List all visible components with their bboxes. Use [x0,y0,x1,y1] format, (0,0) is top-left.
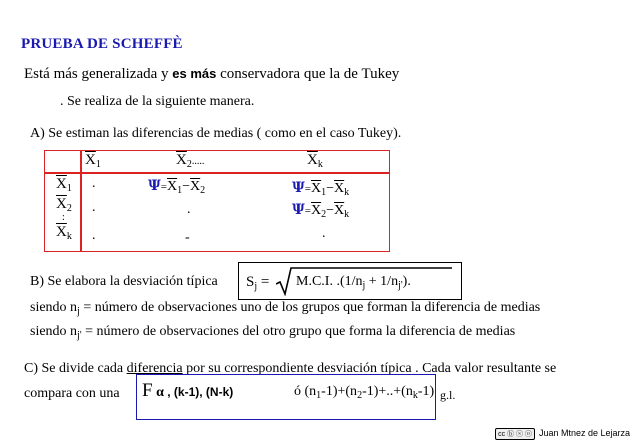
header-x2: $\overline{X}_2$..... [176,152,205,170]
author: Juan Mtnez de Lejarza [538,428,630,438]
intro-text-2: conservadora que la de Tukey [216,66,400,82]
footer-credit [495,428,630,440]
header-x1: $\overline{X}_1$ [85,152,101,170]
cell-2-1: . [92,200,96,215]
intro-line-2: . Se realiza de la siguiente manera. [60,94,255,109]
cell-2-2: . [187,202,191,217]
cc-license-icon: cc ⓑ ⓢ ⓞ [495,428,535,440]
page-title: PRUEBA DE SCHEFFÈ [21,36,183,52]
step-b: B) Se elabora la desviación típica [30,274,218,289]
step-a: A) Se estiman las diferencias de medias ( como en el caso Tukey). [30,126,402,141]
cell-1-k: $\Psi=\overline{X}_1-\overline{X}_k$ [292,180,350,198]
njp-definition: siendo $n_{j'}$ = número de observaciones del otro grupo que forma la diferencia de medias [30,324,516,341]
row-label-xk: $\overline{X}_k$ [56,224,72,242]
table-header-divider [44,172,390,174]
intro-text-1: Está más generalizada y [24,66,173,82]
step-c-line2: compara con una [24,386,120,401]
intro-line [24,66,399,83]
nj-definition: siendo $n_j$ = número de observaciones uno de los grupos que forman la diferencia de medias [30,300,541,317]
sqrt-content: M.C.I. $.(1/n_j + 1/n_{j'})$. [296,274,411,291]
cell-k-1: . [92,228,96,243]
cell-2-k: $\Psi=\overline{X}_2-\overline{X}_k$ [292,202,350,220]
f-symbol: F α , (k-1), (N-k) [142,380,234,401]
header-xk: $\overline{X}_k$ [307,152,323,170]
row-label-x1: $\overline{X}_1$ [56,176,72,194]
cell-1-2: $\Psi=\overline{X}_1-\overline{X}_2$ [148,178,206,196]
sj-formula: $S_j$ = [246,274,270,292]
cell-k-k: . [322,226,326,241]
row-colon: : [62,212,65,223]
step-c-line1: C) Se divide cada diferencia por su correspondiente desviación típica . Cada valor resultante se [24,361,557,376]
cell-1-1: . [92,176,96,191]
intro-bold: es más [172,66,217,81]
row-label-x2: $\overline{X}_2$ [56,196,72,214]
cell-k-2: - [185,230,190,245]
table-column-divider [80,150,82,252]
gl-label: g.l. [440,388,456,402]
gl-formula: ó $(n_1-1)+(n_2-1)+..+(n_k-1)$ [294,384,435,401]
